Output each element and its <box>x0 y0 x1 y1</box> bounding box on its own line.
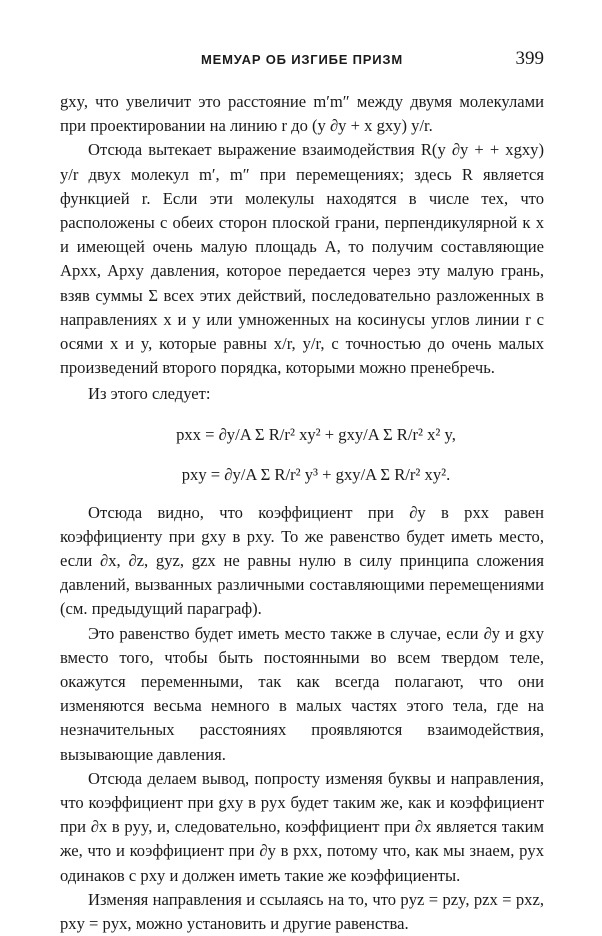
running-title: МЕМУАР ОБ ИЗГИБЕ ПРИЗМ <box>201 52 403 67</box>
paragraph-it-follows: Из этого следует: <box>88 384 211 404</box>
paragraph-interaction: Отсюда вытекает выражение взаимодействия R(y ∂y + + xgxy) y/r двух молекул m′, m″ при перемещениях; здесь R является функцией r. Если эти молекулы находятся в числе тех, что расположены с обеих сторон плоской грани, перпендикулярной к x и имеющей очень малую площадь A, то получим составляющие Apxx, Apxy давления, которое передается через эту малую грань, взяв суммы Σ всех этих действий, последовательно разложенных в направлениях x и y или умноженных на косинусы углов линии r с осями x и y, которые равны x/r, y/r, с точностью до очень малых произведений второго порядка, которыми можно пренебречь. <box>60 140 544 378</box>
paragraph-conclusion: Отсюда делаем вывод, попросту изменяя буквы и направления, что коэффициент при gxy в pyx будет таким же, как и коэффициент при ∂x в pyy, и, следовательно, коэффициент при ∂x является таким же, что и коэффициент при ∂y в pxx, потому что, как мы знаем, pyx одинаков с pxy и должен иметь такие же коэффициенты. <box>60 768 544 885</box>
paragraph-coefficient: Отсюда видно, что коэффициент при ∂y в pxx равен коэффициенту при gxy в pxy. То же равенство будет иметь место, если ∂x, ∂z, gyz, gzx не равны нулю в силу принципа сложения давлений, вызванных различными составляющими перемещениями (см. предыдущий параграф). <box>60 502 544 619</box>
formula-block <box>88 415 544 495</box>
page-body <box>60 90 544 936</box>
formula-pxy: pxy = ∂y/A Σ R/r² y³ + gxy/A Σ R/r² xy². <box>181 464 451 484</box>
paragraph-equality: Это равенство будет иметь место также в случае, если ∂y и gxy вместо того, чтобы быть постоянными во всем твердом теле, окажутся переменными, так как всегда полагают, что они изменяются весьма немного в малых частях этого тела, где на незначительных расстояниях проявляются взаимодействия, вызывающие давления. <box>60 623 544 764</box>
paragraph-continuation: gxy, что увеличит это расстояние m′m″ между двумя молекулами при проектировании на линию r до (y ∂y + x gxy) y/r. <box>60 92 544 136</box>
page-number: 399 <box>515 48 544 69</box>
formula-pxx: pxx = ∂y/A Σ R/r² xy² + gxy/A Σ R/r² x² y, <box>176 424 456 444</box>
page-header <box>60 48 544 74</box>
paragraph-other-equalities: Изменяя направления и ссылаясь на то, что pyz = pzy, pzx = pxz, pxy = pyx, можно установить и другие равенства. <box>60 889 544 934</box>
